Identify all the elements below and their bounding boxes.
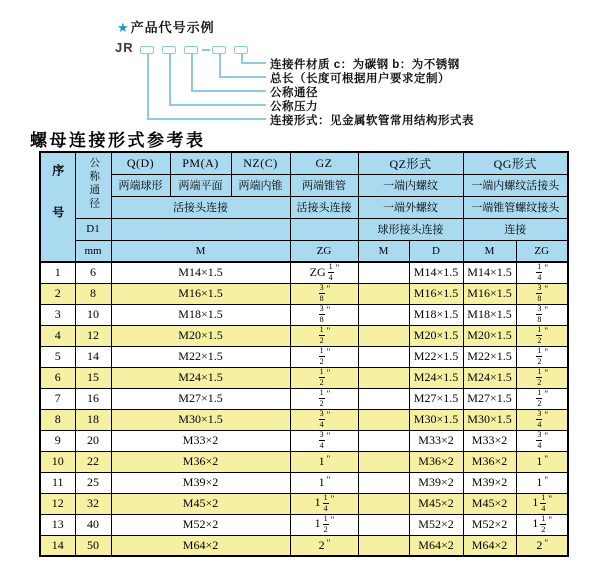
header-dn-text: 公称通径 xyxy=(88,156,100,211)
row-seq-cell: 12 xyxy=(40,493,75,514)
header-seq xyxy=(40,152,75,262)
connector-line xyxy=(241,62,266,64)
star-icon: ★ xyxy=(117,20,130,35)
row-qgm-cell: M27×1.5 xyxy=(463,388,516,409)
row-m-cell: M27×1.5 xyxy=(111,388,290,409)
header-empty-gz xyxy=(290,218,358,240)
connector-line xyxy=(147,54,149,119)
row-seq-cell: 4 xyxy=(40,325,75,346)
fraction: $\frac{1}{2}$ xyxy=(537,367,542,387)
nut-connection-table xyxy=(39,151,569,557)
fraction: $\frac{1}{4}$ xyxy=(328,262,333,283)
fraction: $\frac{3}{8}$ xyxy=(537,283,542,303)
row-dn-cell: 32 xyxy=(75,493,111,514)
row-seq-cell: 3 xyxy=(40,304,75,325)
connector-line xyxy=(219,54,221,77)
row-qzd-cell: M22×1.5 xyxy=(409,346,463,367)
row-gz-cell: ZG $\frac{1}{4}$ " xyxy=(290,262,358,283)
row-m-cell: M45×2 xyxy=(111,493,290,514)
row-m-cell: M20×1.5 xyxy=(111,325,290,346)
table-row xyxy=(40,367,568,388)
code-box-3 xyxy=(184,46,198,54)
table-row xyxy=(40,514,568,535)
header-gz-conn: 活接头连接 xyxy=(290,196,358,218)
row-qgm-cell: M24×1.5 xyxy=(463,367,516,388)
header-qz-conn: 球形接头连接 xyxy=(358,218,463,240)
row-seq-cell: 5 xyxy=(40,346,75,367)
row-gz-cell: $\frac{3}{4}$ " xyxy=(290,430,358,451)
row-qzm-cell xyxy=(358,535,409,556)
header-row-3 xyxy=(40,196,568,218)
row-gz-cell: 1 $\frac{1}{2}$ " xyxy=(290,514,358,535)
row-qzm-cell xyxy=(358,367,409,388)
code-box-4 xyxy=(212,46,226,54)
row-qgm-cell: M39×2 xyxy=(463,472,516,493)
header-row-5 xyxy=(40,240,568,262)
table-row xyxy=(40,388,568,409)
fraction: $\frac{3}{4}$ xyxy=(319,430,324,450)
table-row xyxy=(40,346,568,367)
row-qgm-cell: M64×2 xyxy=(463,535,516,556)
header-code-gz: GZ xyxy=(290,152,358,174)
header-qg-unit-m: M xyxy=(463,240,516,262)
row-qgm-cell: M16×1.5 xyxy=(463,283,516,304)
row-qzm-cell xyxy=(358,430,409,451)
connector-line xyxy=(191,54,193,91)
row-dn-cell: 50 xyxy=(75,535,111,556)
row-seq-cell: 1 xyxy=(40,262,75,283)
table-row xyxy=(40,535,568,556)
row-dn-cell: 10 xyxy=(75,304,111,325)
row-qgzg-cell: $\frac{1}{2}$ " xyxy=(516,367,568,388)
row-qgzg-cell: $\frac{1}{2}$ " xyxy=(516,325,568,346)
fraction: $\frac{1}{2}$ xyxy=(537,325,542,345)
row-qzd-cell: M30×1.5 xyxy=(409,409,463,430)
connector-line xyxy=(219,76,266,78)
row-gz-cell: $\frac{3}{8}$ " xyxy=(290,283,358,304)
row-gz-cell: 1 " xyxy=(290,451,358,472)
row-qgzg-cell: $\frac{3}{4}$ " xyxy=(516,430,568,451)
header-code-qd: Q(D) xyxy=(111,152,170,174)
header-desc-gz: 两端锥管 xyxy=(290,174,358,196)
row-m-cell: M16×1.5 xyxy=(111,283,290,304)
product-code-heading-text: 产品代号示例 xyxy=(130,20,215,35)
product-code-heading xyxy=(117,17,215,36)
row-qgm-cell: M36×2 xyxy=(463,451,516,472)
fraction: $\frac{1}{4}$ xyxy=(541,493,546,513)
row-qzm-cell xyxy=(358,388,409,409)
row-qzd-cell: M18×1.5 xyxy=(409,304,463,325)
row-m-cell: M64×2 xyxy=(111,535,290,556)
header-union-conn: 活接头连接 xyxy=(111,196,290,218)
header-mm: mm xyxy=(75,240,111,262)
row-dn-cell: 40 xyxy=(75,514,111,535)
row-qgzg-cell: $\frac{1}{4}$ " xyxy=(516,262,568,283)
diagram-label-diameter: 公称通径 xyxy=(270,87,318,99)
row-qzm-cell xyxy=(358,409,409,430)
row-qgm-cell: M45×2 xyxy=(463,493,516,514)
header-dn xyxy=(75,152,111,218)
row-qzd-cell: M36×2 xyxy=(409,451,463,472)
fraction: $\frac{1}{2}$ xyxy=(319,325,324,345)
row-seq-cell: 11 xyxy=(40,472,75,493)
header-row-2 xyxy=(40,174,568,196)
row-qgzg-cell: 1 " xyxy=(516,451,568,472)
fraction: $\frac{1}{2}$ xyxy=(537,388,542,408)
table-row xyxy=(40,493,568,514)
row-qgzg-cell: 1 $\frac{1}{4}$ " xyxy=(516,493,568,514)
row-qzm-cell xyxy=(358,262,409,283)
row-gz-cell: $\frac{3}{4}$ " xyxy=(290,409,358,430)
row-qgm-cell: M22×1.5 xyxy=(463,346,516,367)
row-qzd-cell: M39×2 xyxy=(409,472,463,493)
fraction: $\frac{1}{2}$ xyxy=(319,367,324,387)
row-dn-cell: 12 xyxy=(75,325,111,346)
row-qzm-cell xyxy=(358,304,409,325)
row-gz-cell: $\frac{1}{2}$ " xyxy=(290,388,358,409)
fraction: $\frac{3}{8}$ xyxy=(537,304,542,324)
row-qzd-cell: M45×2 xyxy=(409,493,463,514)
row-dn-cell: 25 xyxy=(75,472,111,493)
connector-line xyxy=(147,118,266,120)
row-qzm-cell xyxy=(358,472,409,493)
table-row xyxy=(40,451,568,472)
table-body xyxy=(40,262,568,556)
table-header xyxy=(40,152,568,262)
table-row xyxy=(40,283,568,304)
header-qg-unit-zg: ZG xyxy=(516,240,568,262)
row-gz-cell: $\frac{1}{2}$ " xyxy=(290,325,358,346)
row-qzm-cell xyxy=(358,514,409,535)
row-seq-cell: 6 xyxy=(40,367,75,388)
table-row xyxy=(40,430,568,451)
fraction: $\frac{1}{2}$ xyxy=(537,346,542,366)
row-m-cell: M22×1.5 xyxy=(111,346,290,367)
row-qzd-cell: M14×1.5 xyxy=(409,262,463,283)
row-qgm-cell: M33×2 xyxy=(463,430,516,451)
row-qgm-cell: M52×2 xyxy=(463,514,516,535)
row-qgzg-cell: $\frac{1}{2}$ " xyxy=(516,346,568,367)
row-seq-cell: 14 xyxy=(40,535,75,556)
fraction: $\frac{1}{4}$ xyxy=(537,262,542,283)
header-code-qg: QG形式 xyxy=(463,152,568,174)
row-qgzg-cell: 1 $\frac{1}{2}$ " xyxy=(516,514,568,535)
row-qgzg-cell: 1 " xyxy=(516,472,568,493)
header-empty-mid xyxy=(111,218,290,240)
header-desc-pma: 两端平面 xyxy=(170,174,231,196)
row-gz-cell: 1 " xyxy=(290,472,358,493)
row-qgm-cell: M20×1.5 xyxy=(463,325,516,346)
row-m-cell: M36×2 xyxy=(111,451,290,472)
row-qzm-cell xyxy=(358,325,409,346)
fraction: $\frac{3}{8}$ xyxy=(319,304,324,324)
header-desc-qd: 两端球形 xyxy=(111,174,170,196)
row-m-cell: M52×2 xyxy=(111,514,290,535)
fraction: $\frac{1}{2}$ xyxy=(323,514,328,534)
row-dn-cell: 20 xyxy=(75,430,111,451)
fraction: $\frac{3}{4}$ xyxy=(319,409,324,429)
row-qzd-cell: M27×1.5 xyxy=(409,388,463,409)
diagram-label-material: 连接件材质 c：为碳钢 b：为不锈钢 xyxy=(270,59,460,71)
row-seq-cell: 2 xyxy=(40,283,75,304)
row-seq-cell: 8 xyxy=(40,409,75,430)
connector-line xyxy=(169,54,171,105)
connector-line xyxy=(169,104,266,106)
row-seq-cell: 10 xyxy=(40,451,75,472)
row-m-cell: M30×1.5 xyxy=(111,409,290,430)
header-qz-unit-d: D xyxy=(409,240,463,262)
header-code-pma: PM(A) xyxy=(170,152,231,174)
row-m-cell: M14×1.5 xyxy=(111,262,290,283)
row-seq-cell: 7 xyxy=(40,388,75,409)
diagram-label-length: 总长（长度可根据用户要求定制） xyxy=(270,73,450,85)
row-qzm-cell xyxy=(358,346,409,367)
header-m-unit: M xyxy=(111,240,290,262)
table-row xyxy=(40,304,568,325)
connector-line xyxy=(191,90,266,92)
row-qzd-cell: M24×1.5 xyxy=(409,367,463,388)
header-qg-line1: 一端内螺纹活接头 xyxy=(463,174,568,196)
header-seq-text: 序号 xyxy=(50,163,65,248)
table-title: 螺母连接形式参考表 xyxy=(30,131,206,150)
code-dash xyxy=(202,49,210,51)
code-box-1 xyxy=(140,46,154,54)
row-qgzg-cell: 2 " xyxy=(516,535,568,556)
table-row xyxy=(40,472,568,493)
header-qg-conn: 连接 xyxy=(463,218,568,240)
row-gz-cell: $\frac{3}{8}$ " xyxy=(290,304,358,325)
row-dn-cell: 14 xyxy=(75,346,111,367)
row-gz-cell: $\frac{1}{2}$ " xyxy=(290,367,358,388)
header-code-nzc: NZ(C) xyxy=(231,152,290,174)
row-m-cell: M39×2 xyxy=(111,472,290,493)
header-code-qz: QZ形式 xyxy=(358,152,463,174)
code-box-5 xyxy=(234,46,248,54)
row-qgm-cell: M14×1.5 xyxy=(463,262,516,283)
row-dn-cell: 8 xyxy=(75,283,111,304)
fraction: $\frac{3}{4}$ xyxy=(537,430,542,450)
row-dn-cell: 6 xyxy=(75,262,111,283)
row-qgzg-cell: $\frac{3}{8}$ " xyxy=(516,283,568,304)
table-row xyxy=(40,409,568,430)
fraction: $\frac{1}{4}$ xyxy=(323,493,328,513)
row-qzd-cell: M20×1.5 xyxy=(409,325,463,346)
row-qgzg-cell: $\frac{3}{8}$ " xyxy=(516,304,568,325)
diagram-label-pressure: 公称压力 xyxy=(270,101,318,113)
header-qz-line1: 一端内螺纹 xyxy=(358,174,463,196)
row-dn-cell: 15 xyxy=(75,367,111,388)
table-row xyxy=(40,262,568,283)
code-box-2 xyxy=(162,46,176,54)
row-gz-cell: $\frac{1}{2}$ " xyxy=(290,346,358,367)
row-seq-cell: 13 xyxy=(40,514,75,535)
row-m-cell: M24×1.5 xyxy=(111,367,290,388)
fraction: $\frac{3}{8}$ xyxy=(319,283,324,303)
row-qzm-cell xyxy=(358,493,409,514)
row-qzd-cell: M64×2 xyxy=(409,535,463,556)
row-m-cell: M18×1.5 xyxy=(111,304,290,325)
table-row xyxy=(40,325,568,346)
row-seq-cell: 9 xyxy=(40,430,75,451)
row-qzm-cell xyxy=(358,283,409,304)
header-d1: D1 xyxy=(75,218,111,240)
row-dn-cell: 18 xyxy=(75,409,111,430)
row-qzd-cell: M16×1.5 xyxy=(409,283,463,304)
header-zg-unit: ZG xyxy=(290,240,358,262)
product-code-prefix: JR xyxy=(115,40,134,55)
header-qg-line2: 一端锥管螺纹接头 xyxy=(463,196,568,218)
header-row-1 xyxy=(40,152,568,174)
header-qz-unit-m: M xyxy=(358,240,409,262)
row-qgm-cell: M30×1.5 xyxy=(463,409,516,430)
row-dn-cell: 22 xyxy=(75,451,111,472)
row-qgm-cell: M18×1.5 xyxy=(463,304,516,325)
row-gz-cell: 2 " xyxy=(290,535,358,556)
row-qgzg-cell: $\frac{1}{2}$ " xyxy=(516,388,568,409)
fraction: $\frac{1}{2}$ xyxy=(319,388,324,408)
row-qgzg-cell: $\frac{3}{4}$ " xyxy=(516,409,568,430)
row-qzd-cell: M33×2 xyxy=(409,430,463,451)
fraction: $\frac{3}{4}$ xyxy=(537,409,542,429)
diagram-label-connection: 连接形式：见金属软管常用结构形式表 xyxy=(270,115,474,127)
row-qzd-cell: M52×2 xyxy=(409,514,463,535)
row-gz-cell: 1 $\frac{1}{4}$ " xyxy=(290,493,358,514)
header-desc-nzc: 两端内锥 xyxy=(231,174,290,196)
row-dn-cell: 16 xyxy=(75,388,111,409)
row-qzm-cell xyxy=(358,451,409,472)
header-qz-line2: 一端外螺纹 xyxy=(358,196,463,218)
fraction: $\frac{1}{2}$ xyxy=(541,514,546,534)
header-row-4 xyxy=(40,218,568,240)
row-m-cell: M33×2 xyxy=(111,430,290,451)
fraction: $\frac{1}{2}$ xyxy=(319,346,324,366)
